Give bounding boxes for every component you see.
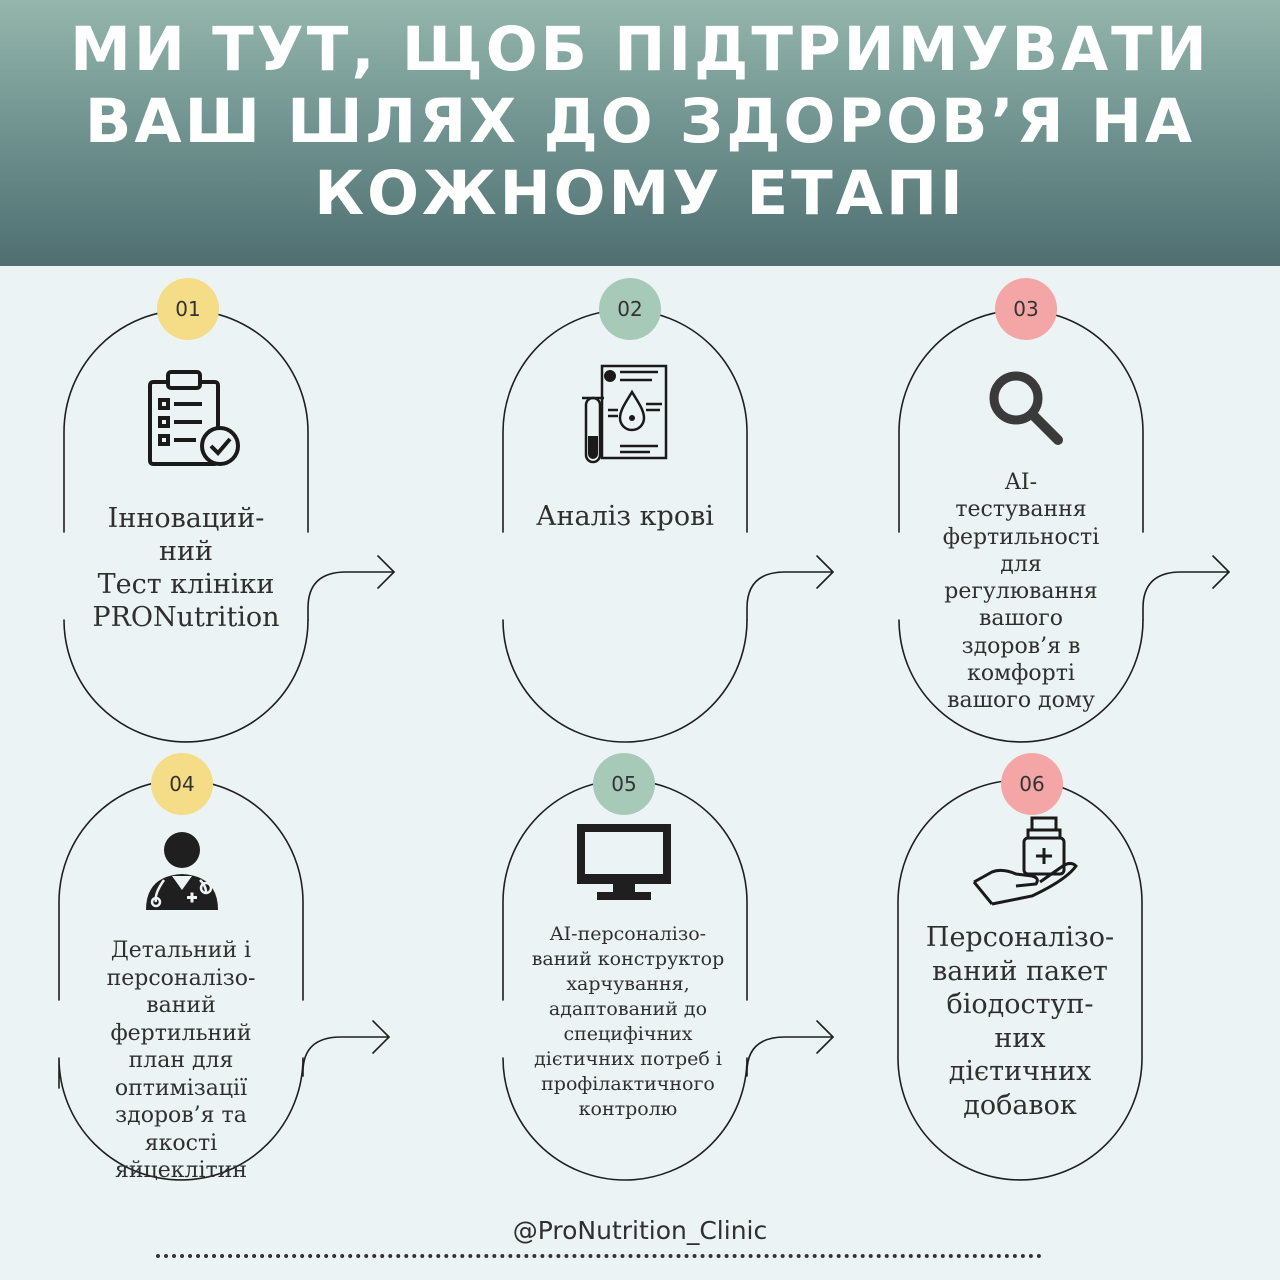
capsule-outline-01-lower bbox=[64, 620, 308, 742]
step-05-line-6: дієтичних потреб і bbox=[534, 1048, 722, 1070]
step-03-line-4: для bbox=[1000, 551, 1042, 577]
step-05-line-5: специфічних bbox=[563, 1023, 693, 1045]
connector-arrow-04-05 bbox=[303, 1037, 389, 1076]
dotted-divider bbox=[156, 1254, 1042, 1258]
title-line-2: ВАШ ШЛЯХ ДО ЗДОРОВ’Я НА bbox=[84, 86, 1196, 157]
step-01-line-3: Тест клініки bbox=[97, 569, 275, 600]
title-line-1: МИ ТУТ, ЩОБ ПІДТРИМУВАТИ bbox=[70, 14, 1210, 85]
step-06-line-3: біодоступ- bbox=[946, 989, 1094, 1020]
step-text-04 bbox=[65, 937, 297, 1185]
step-04-line-5: план для bbox=[128, 1048, 234, 1073]
step-06-line-5: дієтичних bbox=[948, 1056, 1092, 1087]
hand-supplement-icon bbox=[970, 816, 1082, 912]
step-04-line-1: Детальний і bbox=[110, 938, 252, 963]
clipboard-check-icon bbox=[146, 368, 242, 468]
step-text-06 bbox=[904, 921, 1136, 1122]
step-05-line-4: адаптований до bbox=[548, 998, 708, 1020]
step-text-05 bbox=[508, 922, 748, 1122]
connector-arrow-03-out bbox=[1143, 572, 1229, 620]
step-06-line-4: них bbox=[994, 1022, 1046, 1054]
step-06-line-1: Персоналізо- bbox=[925, 922, 1115, 953]
step-03-line-2: тестування bbox=[955, 497, 1087, 523]
step-badge-04: 04 bbox=[151, 753, 213, 815]
step-05-line-8: контролю bbox=[578, 1098, 678, 1120]
step-badge-05: 05 bbox=[593, 753, 655, 815]
step-06-line-2: ваний пакет bbox=[932, 955, 1108, 987]
step-text-01 bbox=[70, 502, 302, 634]
connector-arrow-02-03 bbox=[747, 572, 833, 620]
step-04-line-4: фертильний bbox=[110, 1020, 252, 1046]
monitor-icon bbox=[575, 822, 673, 902]
step-05-line-3: харчування, bbox=[566, 973, 690, 995]
magnifier-icon bbox=[986, 368, 1066, 448]
step-badge-01: 01 bbox=[157, 278, 219, 340]
step-05-line-2: ваний конструктор bbox=[531, 948, 725, 970]
capsule-outline-02-lower bbox=[503, 620, 747, 742]
step-04-line-7: здоров’я та bbox=[115, 1103, 247, 1128]
step-03-line-1: AI- bbox=[1004, 470, 1037, 495]
connector-arrow-01-02 bbox=[308, 572, 394, 620]
step-03-line-9: вашого дому bbox=[947, 688, 1095, 714]
step-04-line-8: якості bbox=[144, 1130, 218, 1156]
step-05-line-7: профілактичного bbox=[541, 1073, 715, 1095]
step-01-line-2: ний bbox=[159, 536, 213, 567]
connector-arrow-05-06 bbox=[747, 1037, 833, 1076]
title-line-3: КОЖНОМУ ЕТАПІ bbox=[314, 158, 966, 229]
step-04-line-6: оптимізації bbox=[114, 1075, 248, 1101]
step-01-line-1: Інноваций- bbox=[107, 503, 265, 534]
blood-test-icon bbox=[580, 362, 672, 466]
step-03-line-3: фертильності bbox=[942, 524, 1100, 550]
step-03-line-7: здоров’я в bbox=[961, 633, 1081, 659]
step-badge-06: 06 bbox=[1001, 753, 1063, 815]
social-handle: @ProNutrition_Clinic bbox=[512, 1216, 768, 1245]
step-text-03 bbox=[905, 469, 1137, 715]
step-badge-03: 03 bbox=[995, 278, 1057, 340]
step-04-line-3: ваний bbox=[146, 993, 216, 1018]
step-badge-02: 02 bbox=[599, 278, 661, 340]
step-02-line-1: Аналіз крові bbox=[536, 501, 714, 532]
step-01-line-4: PRONutrition bbox=[92, 602, 280, 633]
step-text-02 bbox=[509, 500, 741, 533]
step-03-line-5: регулювання bbox=[944, 579, 1098, 605]
step-06-line-6: добавок bbox=[963, 1089, 1077, 1121]
step-04-line-9: яйцеклітин bbox=[115, 1158, 247, 1183]
step-03-line-6: вашого bbox=[979, 606, 1063, 632]
step-03-line-8: комфорті bbox=[967, 661, 1075, 687]
doctor-icon bbox=[140, 828, 224, 912]
step-05-line-1: AI-персоналізо- bbox=[549, 923, 707, 945]
step-04-line-2: персоналізо- bbox=[106, 965, 256, 991]
